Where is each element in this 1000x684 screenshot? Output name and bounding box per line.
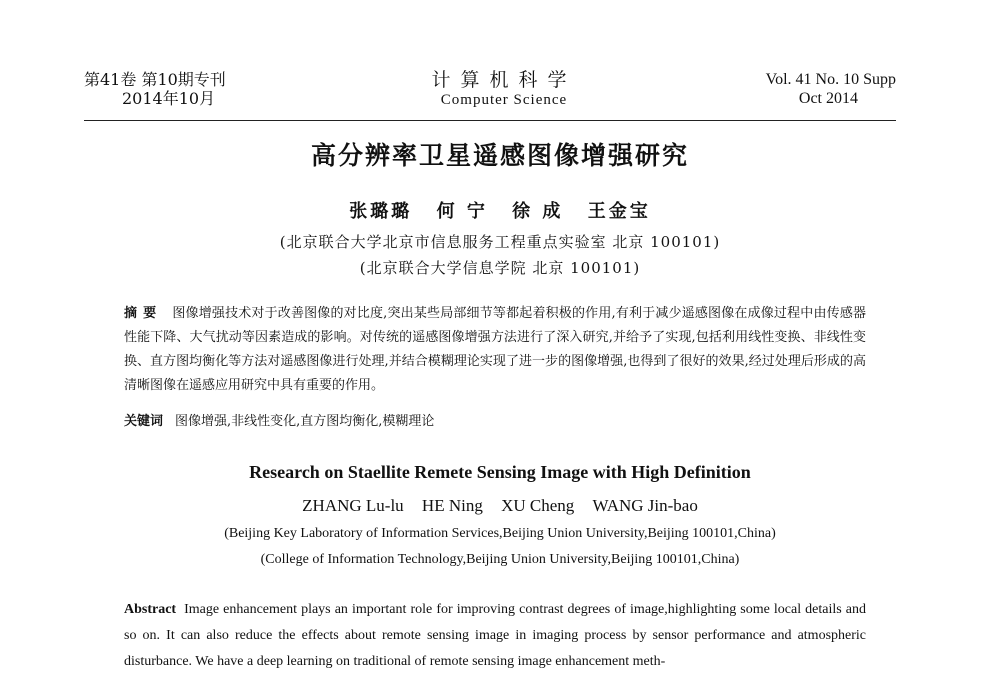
issue-date-en: Oct 2014 <box>798 90 858 107</box>
author-en: XU Cheng <box>501 496 575 515</box>
volume-issue: 第41卷 第10期专刊 <box>84 70 226 89</box>
journal-header <box>84 70 896 121</box>
author-en: HE Ning <box>421 496 483 515</box>
author-en: ZHANG Lu-lu <box>302 496 404 515</box>
affiliation-zh: (北京联合大学信息学院 北京 100101) <box>359 259 641 277</box>
journal-name-en: Computer Science <box>440 92 568 108</box>
paper-title-en: Research on Staellite Remete Sensing Image with High Definition <box>249 462 751 482</box>
keywords-zh <box>124 410 866 434</box>
issue-date-zh: 2014年10月 <box>122 89 216 108</box>
paper-title-zh: 高分辨率卫星遥感图像增强研究 <box>310 141 689 170</box>
abstract-label-en: Abstract <box>124 602 177 617</box>
affiliation-en: (Beijing Key Laboratory of Information Services,Beijing Union University,Beijing 100101,China) <box>224 526 776 541</box>
volume-en: Vol. 41 No. 10 Supp <box>765 71 896 88</box>
abstract-en <box>124 597 866 675</box>
abstract-label-zh: 摘要 <box>124 306 163 321</box>
affiliation-en: (College of Information Technology,Beijing Union University,Beijing 100101,China) <box>260 552 740 567</box>
header-right <box>766 70 896 108</box>
affiliation-zh: (北京联合大学北京市信息服务工程重点实验室 北京 100101) <box>279 233 721 251</box>
keywords-text-zh: 图像增强,非线性变化,直方图均衡化,模糊理论 <box>175 414 435 429</box>
author-en: WANG Jin-bao <box>592 496 698 515</box>
header-left <box>84 70 226 108</box>
author-zh: 何 宁 <box>436 201 488 222</box>
authors-zh <box>0 197 1000 223</box>
header-center <box>424 70 584 110</box>
abstract-text-en: Image enhancement plays an important role for improving contrast degrees of image,highlighting some local details and so on. It can also reduce the effects about remote sensing image in imaging process by sensor performance and atmospheric disturbance. We have a deep learning on traditional of remote sensing image enhancement meth- <box>124 602 866 669</box>
authors-en <box>0 496 1000 516</box>
abstract-zh <box>124 302 866 398</box>
keywords-label-zh: 关键词 <box>124 414 164 429</box>
journal-name-zh: 计算机科学 <box>431 69 577 91</box>
author-zh: 张璐璐 <box>349 201 413 222</box>
abstract-text-zh: 图像增强技术对于改善图像的对比度,突出某些局部细节等都起着积极的作用,有利于减少遥感图像在成像过程中由传感器性能下降、大气扰动等因素造成的影响。对传统的遥感图像增强方法进行了深入研究,并给予了实现,包括利用线性变换、非线性变换、直方图均衡化等方法对遥感图像进行处理,并结合模糊理论实现了进一步的图像增强,也得到了很好的效果,经过处理后形成的高清晰图像在遥感应用研究中具有重要的作用。 <box>124 306 866 393</box>
author-zh: 徐 成 <box>512 201 564 222</box>
author-zh: 王金宝 <box>587 201 651 222</box>
